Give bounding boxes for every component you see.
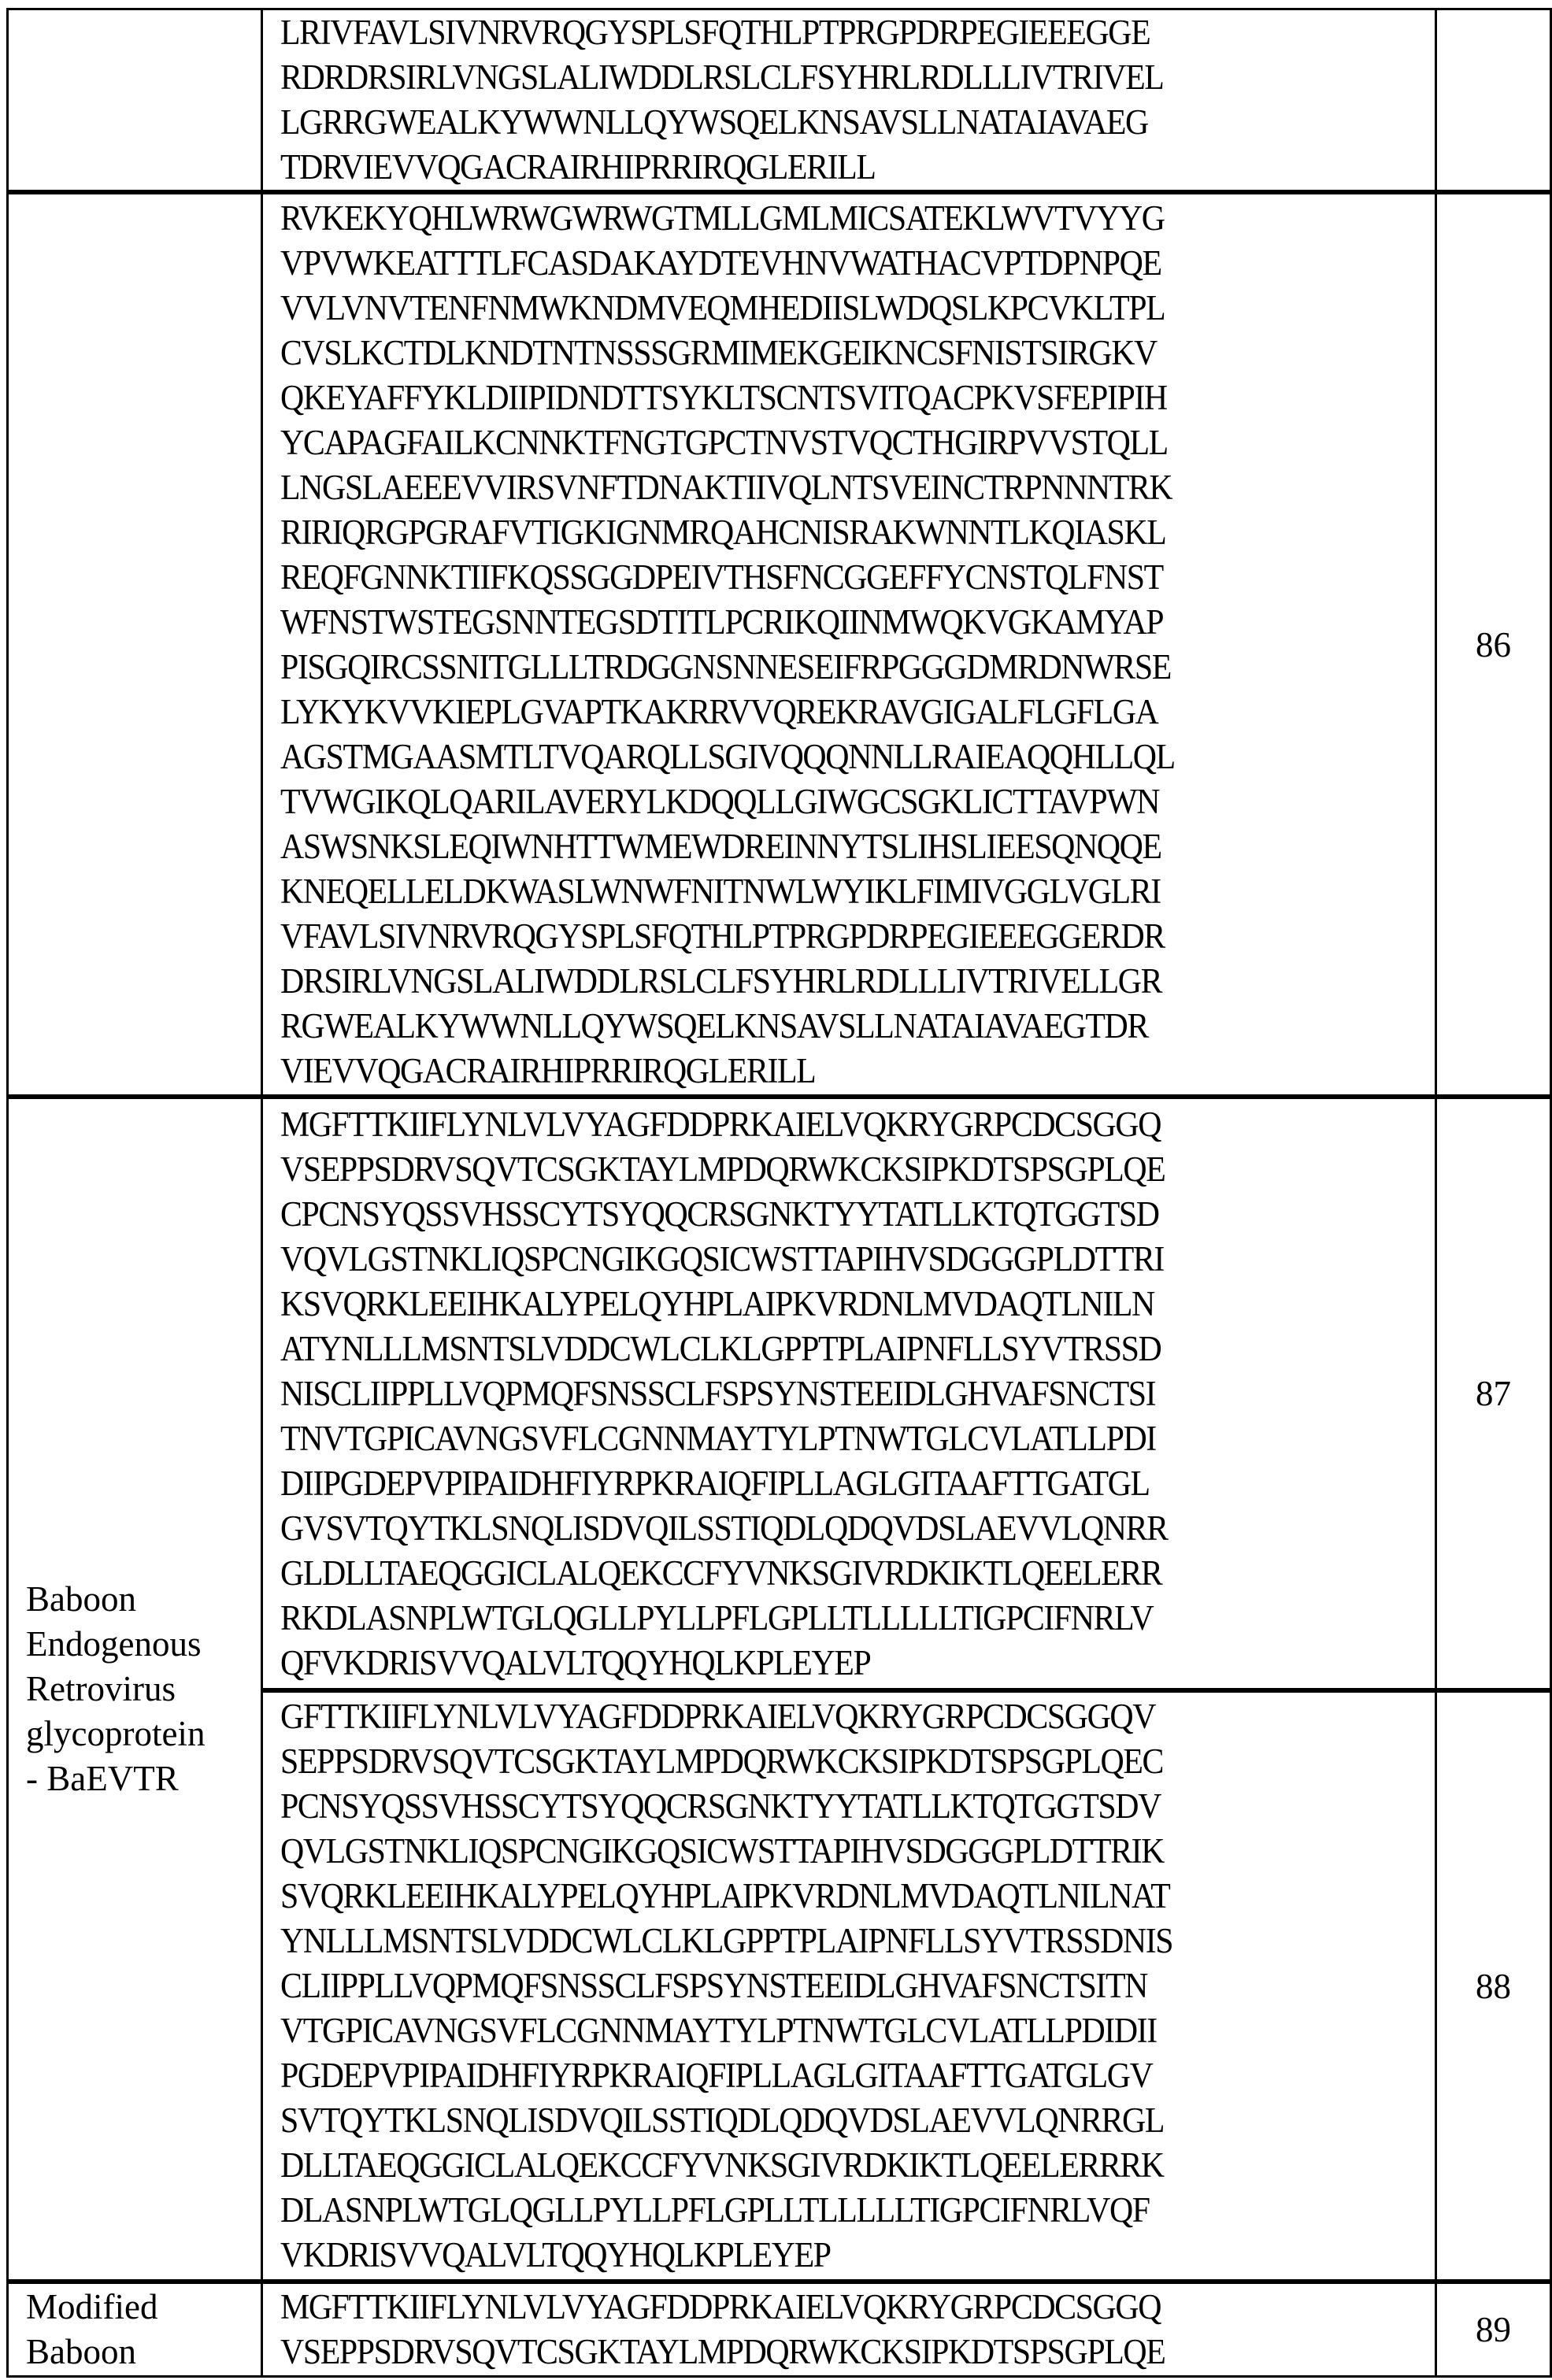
sequence-line: YNLLLMSNTSLVDDCWLCLKLGPPTPLAIPNFLLSYVTRSSDNIS (280, 1919, 1354, 1964)
sequence-line: RKDLASNPLWTGLQGLLPYLLPFLGPLLTLLLLLTIGPCIFNRLV (280, 1596, 1354, 1641)
sequence-cell (262, 1097, 1436, 1690)
sequence-line: TDRVIEVVQGACRAIRHIPRRIRQGLERILL (280, 145, 1354, 190)
organism-name-line: - BaEVTR (26, 1756, 261, 1801)
sequence-line: SEPPSDRVSQVTCSGKTAYLMPDQRWKCKSIPKDTSPSGPLQEC (280, 1739, 1354, 1784)
sequence-line: RIRIQRGPGRAFVTIGKIGNMRQAHCNISRAKWNNTLKQIASKL (280, 510, 1354, 555)
organism-name-line: Modified (26, 2285, 261, 2330)
organism-name-line: glycoprotein (26, 1712, 261, 1756)
sequence-line: MGFTTKIIFLYNLVLVYAGFDDPRKAIELVQKRYGRPCDCSGGQ (280, 2285, 1354, 2330)
sequence-line: YCAPAGFAILKCNNKTFNGTGPCTNVSTVQCTHGIRPVVSTQLL (280, 420, 1354, 465)
organism-name-cell (8, 1097, 262, 2282)
seq-id-number (1436, 9, 1551, 193)
sequence-line: VTGPICAVNGSVFLCGNNMAYTYLPTNWTGLCVLATLLPDIDII (280, 2008, 1354, 2053)
sequence-line: TVWGIKQLQARILAVERYLKDQQLLGIWGCSGKLICTTAVPWN (280, 779, 1354, 824)
sequence-line: VIEVVQGACRAIRHIPRRIRQGLERILL (280, 1049, 1354, 1094)
sequence-cell (262, 192, 1436, 1097)
sequence-line: ATYNLLLMSNTSLVDDCWLCLKLGPPTPLAIPNFLLSYVTRSSD (280, 1327, 1354, 1371)
sequence-line: CPCNSYQSSVHSSCYTSYQQCRSGNKTYYTATLLKTQTGGTSD (280, 1192, 1354, 1237)
sequence-cell (262, 1690, 1436, 2282)
organism-name-line: Baboon (26, 2330, 261, 2374)
sequence-line: NISCLIIPPLLVQPMQFSNSSCLFSPSYNSTEEIDLGHVAFSNCTSI (280, 1371, 1354, 1416)
organism-name-cell (8, 9, 262, 193)
sequence-line: QVLGSTNKLIQSPCNGIKGQSICWSTTAPIHVSDGGGPLDTTRIK (280, 1829, 1354, 1874)
sequence-table (6, 8, 1552, 2378)
sequence-line: PISGQIRCSSNITGLLLTRDGGNSNNESEIFRPGGGDMRDNWRSE (280, 645, 1354, 690)
sequence-line: CVSLKCTDLKNDTNTNSSSGRMIMEKGEIKNCSFNISTSIRGKV (280, 331, 1354, 376)
sequence-line: QKEYAFFYKLDIIPIDNDTTSYKLTSCNTSVITQACPKVSFEPIPIH (280, 376, 1354, 420)
seq-id-number: 89 (1436, 2282, 1551, 2377)
sequence-line: KNEQELLELDKWASLWNWFNITNWLWYIKLFIMIVGGLVGLRI (280, 869, 1354, 914)
sequence-line: WFNSTWSTEGSNNTEGSDTITLPCRIKQIINMWQKVGKAMYAP (280, 600, 1354, 645)
sequence-line: TNVTGPICAVNGSVFLCGNNMAYTYLPTNWTGLCVLATLLPDI (280, 1416, 1354, 1461)
sequence-line: DLASNPLWTGLQGLLPYLLPFLGPLLTLLLLLTIGPCIFNRLVQF (280, 2188, 1354, 2233)
sequence-line: VVLVNVTENFNMWKNDMVEQMHEDIISLWDQSLKPCVKLTPL (280, 286, 1354, 331)
sequence-line: GFTTKIIFLYNLVLVYAGFDDPRKAIELVQKRYGRPCDCSGGQV (280, 1694, 1354, 1739)
sequence-cell (262, 9, 1436, 193)
sequence-cell (262, 2282, 1436, 2377)
sequence-line: VSEPPSDRVSQVTCSGKTAYLMPDQRWKCKSIPKDTSPSGPLQE (280, 2330, 1354, 2374)
sequence-line: RVKEKYQHLWRWGWRWGTMLLGMLMICSATEKLWVTVYYG (280, 196, 1354, 241)
sequence-line: SVTQYTKLSNQLISDVQILSSTIQDLQDQVDSLAEVVLQNRRGL (280, 2098, 1354, 2143)
sequence-line: PCNSYQSSVHSSCYTSYQQCRSGNKTYYTATLLKTQTGGTSDV (280, 1784, 1354, 1829)
sequence-line: MGFTTKIIFLYNLVLVYAGFDDPRKAIELVQKRYGRPCDCSGGQ (280, 1102, 1354, 1147)
sequence-line: LYKYKVVKIEPLGVAPTKAKRRVVQREKRAVGIGALFLGFLGA (280, 690, 1354, 735)
sequence-line: VFAVLSIVNRVRQGYSPLSFQTHLPTPRGPDRPEGIEEEGGERDR (280, 914, 1354, 959)
sequence-line: LRIVFAVLSIVNRVRQGYSPLSFQTHLPTPRGPDRPEGIEEEGGE (280, 10, 1354, 55)
sequence-line: DRSIRLVNGSLALIWDDLRSLCLFSYHRLRDLLLIVTRIVELLGR (280, 959, 1354, 1004)
seq-id-number: 86 (1436, 192, 1551, 1097)
sequence-line: AGSTMGAASMTLTVQARQLLSGIVQQQNNLLRAIEAQQHLLQL (280, 735, 1354, 779)
sequence-line: LGRRGWEALKYWWNLLQYWSQELKNSAVSLLNATAIAVAEG (280, 100, 1354, 145)
table-row (8, 1097, 1551, 1690)
organism-name-cell (8, 2282, 262, 2377)
table-row (8, 9, 1551, 193)
seq-id-number: 87 (1436, 1097, 1551, 1690)
sequence-line: VQVLGSTNKLIQSPCNGIKGQSICWSTTAPIHVSDGGGPLDTTRI (280, 1237, 1354, 1282)
seq-id-number: 88 (1436, 1690, 1551, 2282)
sequence-line: ASWSNKSLEQIWNHTTWMEWDREINNYTSLIHSLIEESQNQQE (280, 824, 1354, 869)
sequence-line: SVQRKLEEIHKALYPELQYHPLAIPKVRDNLMVDAQTLNILNAT (280, 1874, 1354, 1919)
sequence-line: QFVKDRISVVQALVLTQQYHQLKPLEYEP (280, 1641, 1354, 1686)
sequence-line: KSVQRKLEEIHKALYPELQYHPLAIPKVRDNLMVDAQTLNILN (280, 1282, 1354, 1327)
sequence-line: DIIPGDEPVPIPAIDHFIYRPKRAIQFIPLLAGLGITAAFTTGATGL (280, 1461, 1354, 1506)
sequence-line: REQFGNNKTIIFKQSSGGDPEIVTHSFNCGGEFFYCNSTQLFNST (280, 555, 1354, 600)
sequence-line: PGDEPVPIPAIDHFIYRPKRAIQFIPLLAGLGITAAFTTGATGLGV (280, 2053, 1354, 2098)
sequence-line: RDRDRSIRLVNGSLALIWDDLRSLCLFSYHRLRDLLLIVTRIVEL (280, 55, 1354, 100)
table-row (8, 2282, 1551, 2377)
organism-name-cell (8, 192, 262, 1097)
table-row (8, 192, 1551, 1097)
sequence-line: RGWEALKYWWNLLQYWSQELKNSAVSLLNATAIAVAEGTDR (280, 1004, 1354, 1049)
sequence-line: VKDRISVVQALVLTQQYHQLKPLEYEP (280, 2233, 1354, 2278)
organism-name-line: Retrovirus (26, 1667, 261, 1712)
sequence-line: CLIIPPLLVQPMQFSNSSCLFSPSYNSTEEIDLGHVAFSNCTSITN (280, 1964, 1354, 2008)
organism-name-line: Baboon (26, 1577, 261, 1622)
sequence-line: VSEPPSDRVSQVTCSGKTAYLMPDQRWKCKSIPKDTSPSGPLQE (280, 1147, 1354, 1192)
sequence-line: GVSVTQYTKLSNQLISDVQILSSTIQDLQDQVDSLAEVVLQNRR (280, 1506, 1354, 1551)
sequence-line: LNGSLAEEEVVIRSVNFTDNAKTIIVQLNTSVEINCTRPNNNTRK (280, 465, 1354, 510)
sequence-line: VPVWKEATTTLFCASDAKAYDTEVHNVWATHACVPTDPNPQE (280, 241, 1354, 286)
organism-name-line: Endogenous (26, 1622, 261, 1667)
sequence-line: DLLTAEQGGICLALQEKCCFYVNKSGIVRDKIKTLQEELERRRK (280, 2143, 1354, 2188)
sequence-line: GLDLLTAEQGGICLALQEKCCFYVNKSGIVRDKIKTLQEELERR (280, 1551, 1354, 1596)
